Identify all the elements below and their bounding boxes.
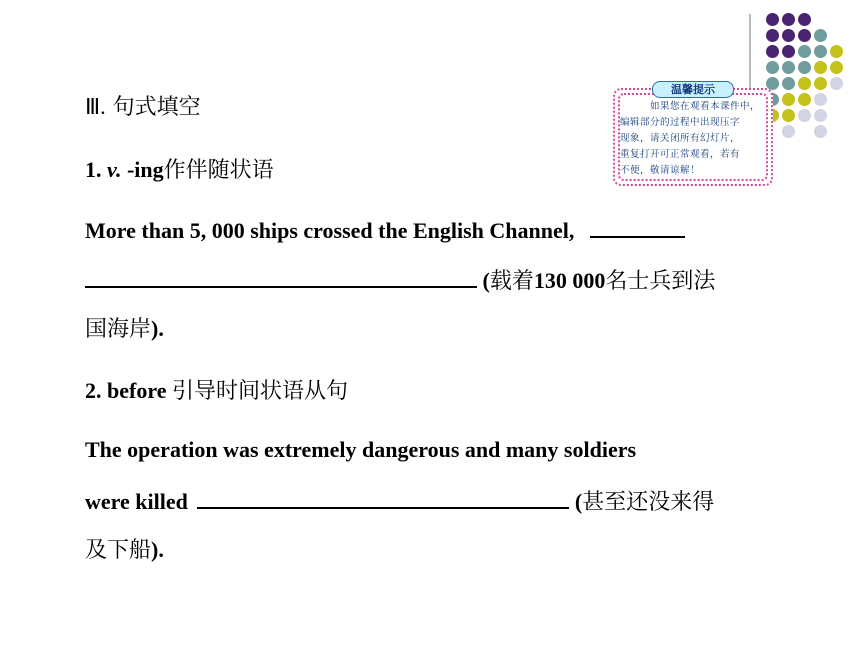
- section-heading: [85, 90, 201, 121]
- item1-hint: 载着: [489, 269, 534, 294]
- decorative-dot: [814, 45, 827, 58]
- decorative-dot: [782, 77, 795, 90]
- decorative-dot: [830, 61, 843, 74]
- item2-keyword: before: [107, 378, 172, 403]
- item1-hint-open: (: [477, 268, 490, 293]
- item1-sentence-line2: [85, 264, 715, 295]
- tip-line: 现象，请关闭所有幻灯片，: [620, 133, 741, 144]
- item1-suffix: -ing: [121, 157, 164, 182]
- tip-line: 编辑部分的过程中出现压字: [620, 117, 741, 128]
- item2-number: 2.: [85, 378, 107, 403]
- decorative-dot: [782, 109, 795, 122]
- item1-sentence-line1: [85, 216, 685, 244]
- item1-sentence: More than 5, 000 ships crossed the English Channel,: [85, 218, 575, 243]
- item1-desc: 作伴随状语: [163, 158, 274, 183]
- tip-text: [620, 99, 770, 179]
- decorative-dot: [782, 29, 795, 42]
- item2-sentence-1: The operation was extremely dangerous and many soldiers: [85, 437, 637, 462]
- decorative-dot: [798, 109, 811, 122]
- tip-line: 如果您在观看本课件中，: [650, 101, 761, 112]
- decorative-dot: [782, 93, 795, 106]
- item2-hint-close: ).: [151, 537, 164, 562]
- item2-hint-open: (: [569, 489, 583, 514]
- item1-number: 1.: [85, 157, 107, 182]
- item1-sentence-line3: [85, 312, 164, 343]
- decorative-dot: [814, 61, 827, 74]
- decorative-dot: [798, 45, 811, 58]
- decorative-dot: [814, 109, 827, 122]
- item1-hint-rest: 名士兵到法: [605, 269, 716, 294]
- item1-form: v.: [107, 157, 122, 182]
- decorative-dot: [814, 29, 827, 42]
- item2-desc: 引导时间状语从句: [171, 379, 348, 404]
- item1-hint-line3: 国海岸: [85, 317, 152, 342]
- decorative-dot: [766, 29, 779, 42]
- decorative-dot: [782, 61, 795, 74]
- decorative-dot: [798, 93, 811, 106]
- item1-heading: [85, 153, 274, 184]
- section-title: 句式填空: [105, 95, 201, 120]
- decorative-dot: [814, 93, 827, 106]
- item1-hint-num: 130 000: [533, 268, 606, 293]
- decorative-dot: [798, 13, 811, 26]
- decorative-dot: [798, 61, 811, 74]
- decorative-dot: [782, 45, 795, 58]
- item2-sentence-2: were killed: [85, 489, 188, 514]
- tip-line: 不便，敬请谅解！: [620, 165, 701, 176]
- item2-sentence-line2: [85, 485, 714, 516]
- item1-hint-close: ).: [151, 316, 164, 341]
- decorative-dot: [766, 61, 779, 74]
- decorative-dot: [782, 13, 795, 26]
- section-numeral: Ⅲ.: [85, 94, 106, 119]
- item1-answer-blank-2[interactable]: [85, 266, 477, 288]
- decorative-dot: [766, 45, 779, 58]
- item2-answer-blank[interactable]: [197, 487, 569, 509]
- decorative-dot: [814, 125, 827, 138]
- item2-sentence-line1: [85, 437, 636, 463]
- decorative-dot: [814, 77, 827, 90]
- item2-hint: 甚至还没来得: [582, 490, 715, 515]
- decorative-dot: [798, 29, 811, 42]
- tip-line: 重复打开可正常观看，若有: [620, 149, 741, 160]
- item1-answer-blank-1[interactable]: [590, 216, 685, 238]
- tip-badge: 温馨提示: [652, 81, 734, 98]
- decorative-dot: [830, 77, 843, 90]
- decorative-dot: [766, 13, 779, 26]
- item2-heading: [85, 374, 348, 405]
- item2-hint-line3: 及下船: [85, 538, 152, 563]
- decorative-dot: [782, 125, 795, 138]
- item2-sentence-line3: [85, 533, 164, 564]
- decorative-dot: [830, 45, 843, 58]
- decorative-dot: [798, 77, 811, 90]
